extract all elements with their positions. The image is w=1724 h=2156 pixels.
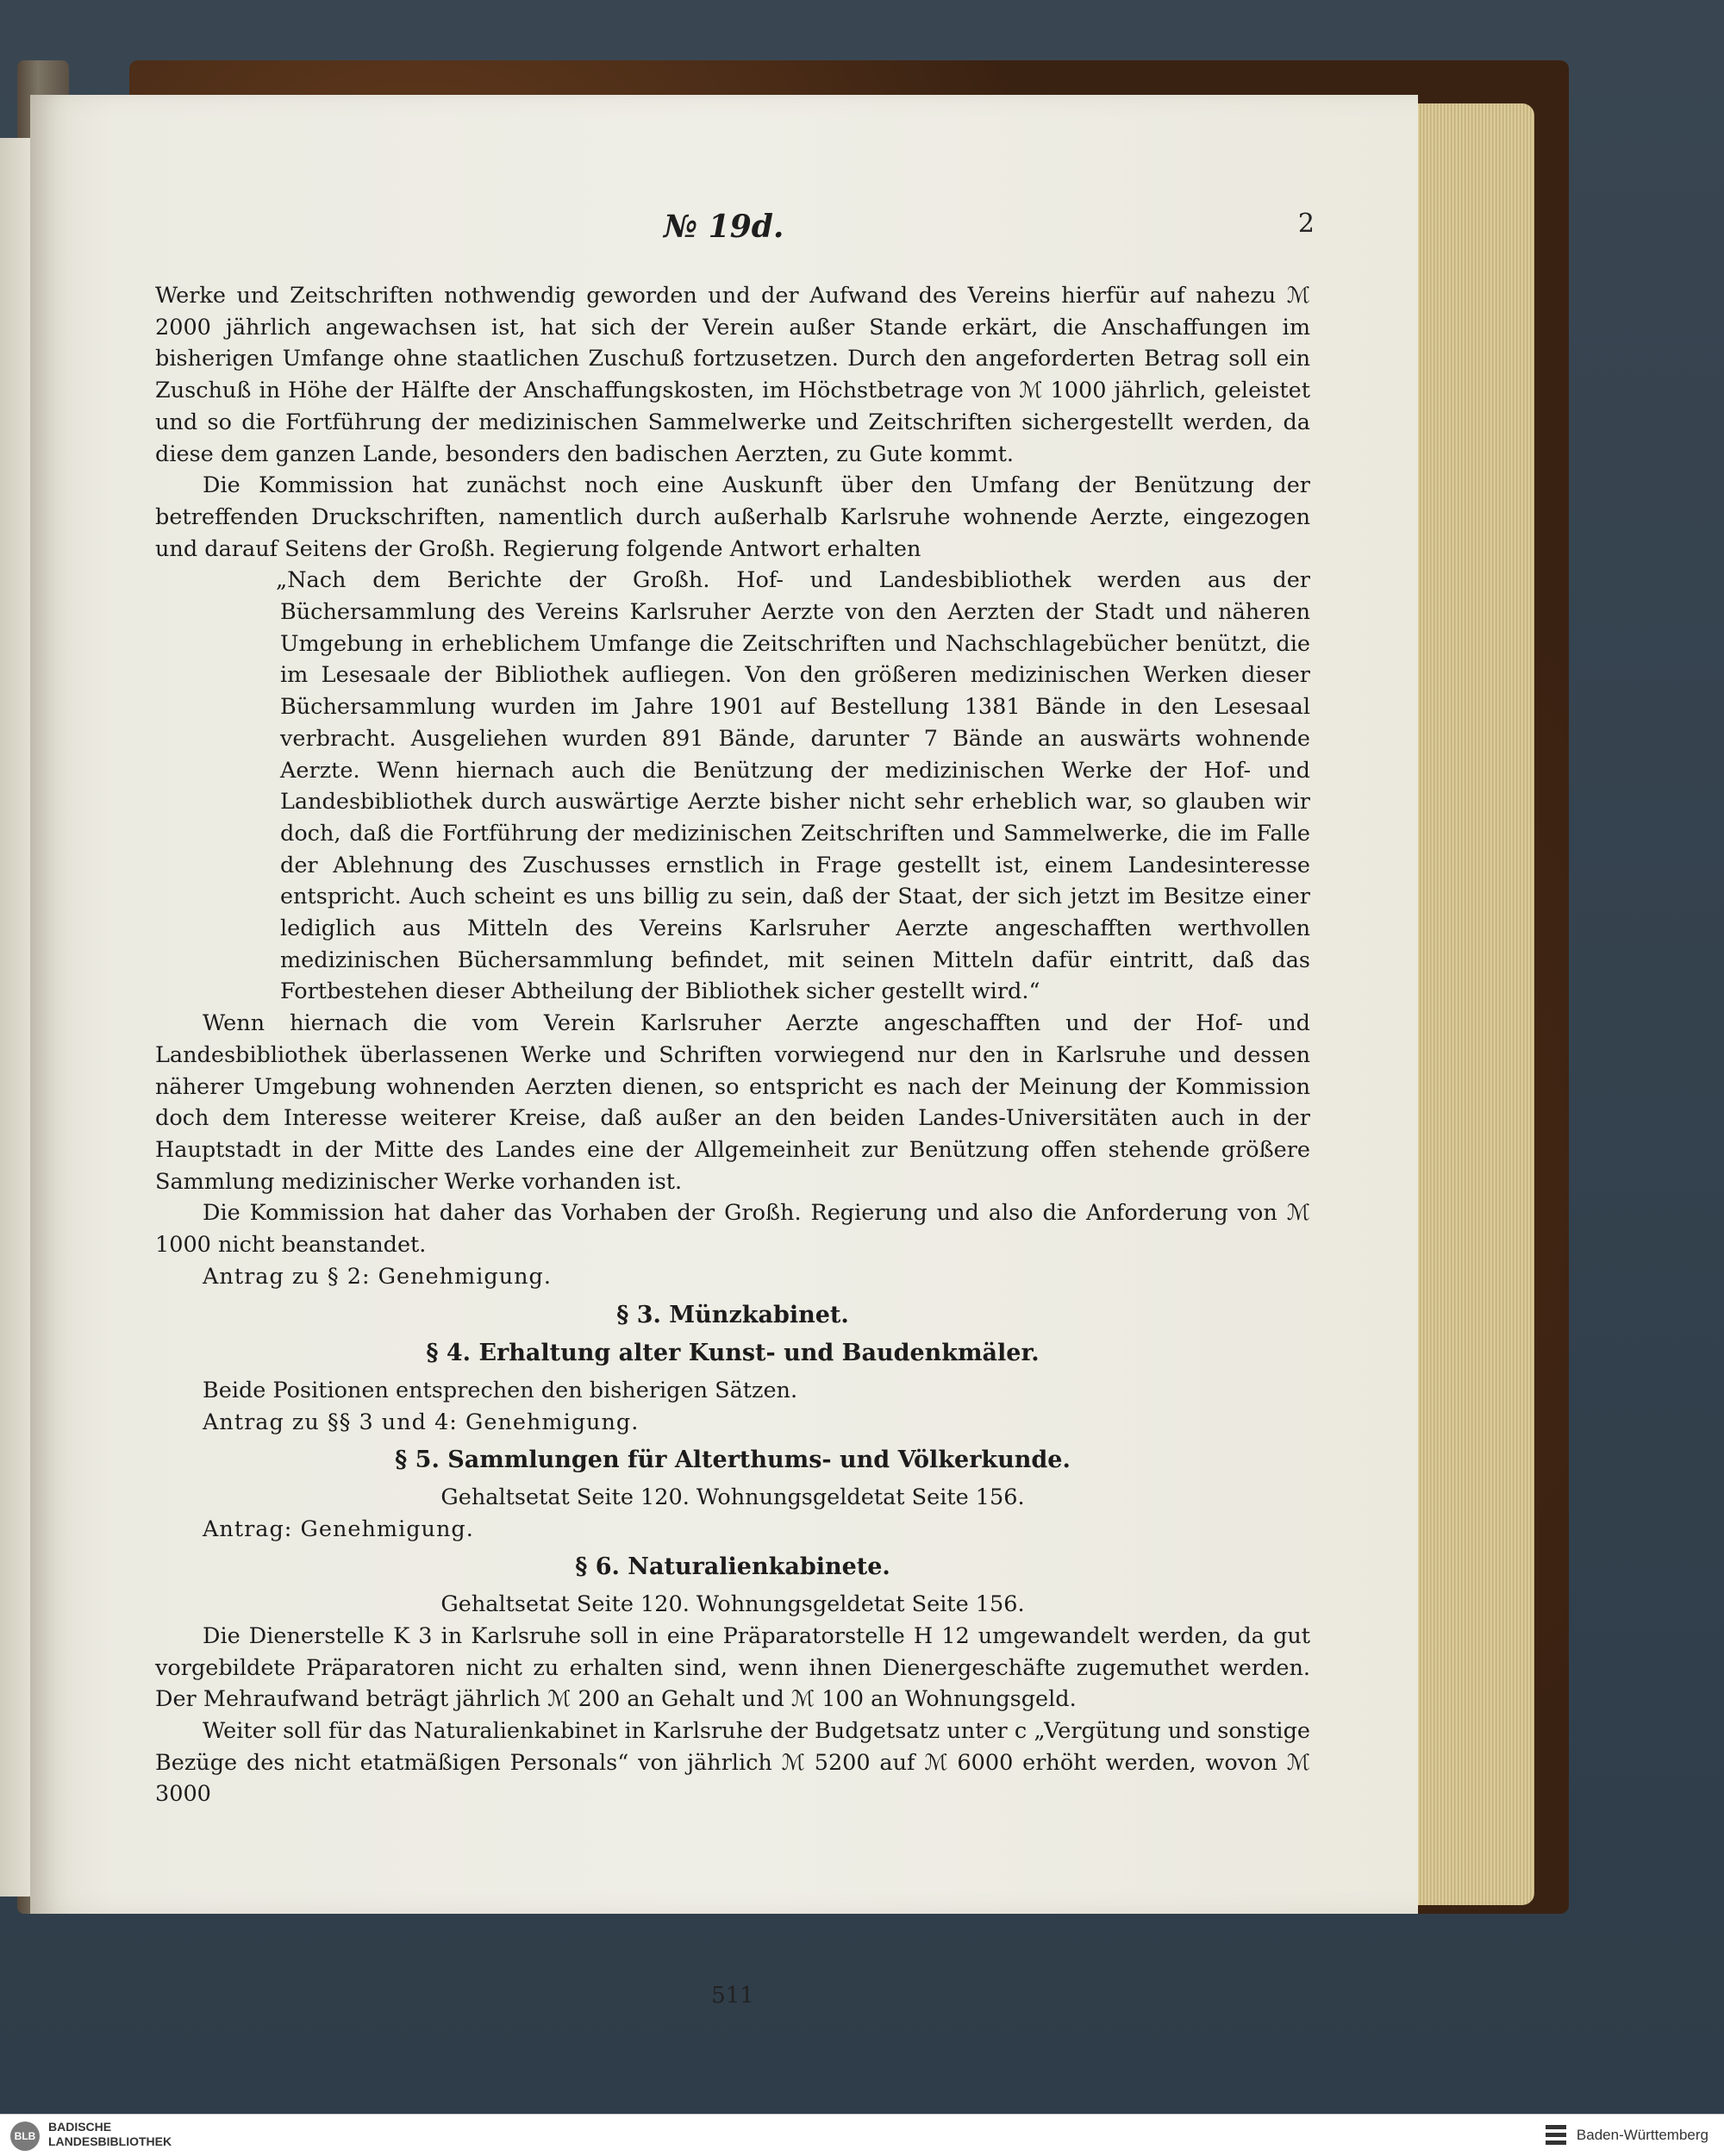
blb-logo-icon[interactable]: BLB	[10, 2122, 40, 2151]
coat-of-arms-icon	[1543, 2123, 1569, 2147]
document-number: № 19d.	[664, 209, 784, 245]
motion-line: Antrag zu § 2: Genehmigung.	[203, 1263, 552, 1290]
paragraph: Die Dienerstelle K 3 in Karlsruhe soll in eine Präparatorstelle H 12 umgewandelt werden, da gut vorgebildete Präparatoren nicht zu erhalten sind, wenn ihnen Dienergeschäfte zugemuthet werden. Der Mehraufwand beträgt jährlich ℳ 200 an Gehalt und ℳ 100 an Wohnungsgeld.	[155, 1622, 1310, 1713]
library-name-line2: LANDESBIBLIOTHEK	[48, 2134, 172, 2148]
left-page-sliver	[0, 138, 34, 1897]
budget-reference: Gehaltsetat Seite 120. Wohnungsgeldetat Seite 156.	[440, 1591, 1025, 1618]
body-text	[155, 280, 1310, 1810]
page-footer-number: 511	[711, 1983, 754, 2009]
paragraph: Beide Positionen entsprechen den bisherigen Sätzen.	[203, 1377, 798, 1403]
branding-bar	[0, 2114, 1724, 2156]
motion-line: Antrag: Genehmigung.	[203, 1515, 474, 1542]
section-heading: § 5. Sammlungen für Alterthums- und Völkerkunde.	[395, 1447, 1071, 1474]
state-label[interactable]: Baden-Württemberg	[1576, 2127, 1708, 2143]
book-page	[30, 95, 1418, 2009]
paragraph: Weiter soll für das Naturalienkabinet in Karlsruhe der Budgetsatz unter c „Vergütung und sonstige Bezüge des nicht etatmäßigen Personals“ von jährlich ℳ 5200 auf ℳ 6000 erhöht werden, wovon ℳ 3000	[155, 1717, 1310, 1808]
paragraph: Die Kommission hat daher das Vorhaben der Großh. Regierung und also die Anforderung von ℳ 1000 nicht beanstandet.	[155, 1200, 1310, 1259]
library-name[interactable]	[48, 2120, 172, 2149]
paragraph: Die Kommission hat zunächst noch eine Auskunft über den Umfang der Benützung der betreffenden Druckschriften, namentlich durch außerhalb Karlsruhe wohnende Aerzte, eingezogen und darauf Seitens der Großh. Regierung folgende Antwort erhalten	[155, 472, 1310, 562]
section-heading: § 4. Erhaltung alter Kunst- und Baudenkmäler.	[426, 1340, 1040, 1367]
header-page-number: 2	[1297, 209, 1315, 239]
paragraph: Wenn hiernach die vom Verein Karlsruher Aerzte angeschafften und der Hof- und Landesbibliothek überlassenen Werke und Schriften vorwiegend nur den in Karlsruhe und dessen näherer Umgebung wohnenden Aerzten dienen, so entspricht es nach der Meinung der Kommission doch dem Interesse weiterer Kreise, daß außer an den beiden Landes-Universitäten auch in der Hauptstadt in der Mitte des Landes eine der Allgemeinheit zur Benützung offen stehende größere Sammlung medizinischer Werke vorhanden ist.	[155, 1010, 1310, 1195]
budget-reference: Gehaltsetat Seite 120. Wohnungsgeldetat Seite 156.	[440, 1484, 1025, 1511]
quoted-answer: „Nach dem Berichte der Großh. Hof- und Landesbibliothek werden aus der Büchersammlung des Vereins Karlsruher Aerzte von den Aerzten der Stadt und näheren Umgebung in erheblichem Umfange die Zeitschriften und Nachschlagebücher benützt, die im Lesesaale der Bibliothek aufliegen. Von den größeren medizinischen Werken dieser Büchersammlung wurden im Jahre 1901 auf Bestellung 1381 Bände in den Lesesaal verbracht. Ausgeliehen wurden 891 Bände, darunter 7 Bände an auswärts wohnende Aerzte. Wenn hiernach auch die Benützung der medizinischen Werke der Hof- und Landesbibliothek durch auswärtige Aerzte bisher nicht sehr erheblich war, so glauben wir doch, daß die Fortführung der medizinischen Zeitschriften und Sammelwerke, die im Falle der Ablehnung des Zuschusses ernstlich in Frage gestellt ist, einem Landesinteresse entspricht. Auch scheint es uns billig zu sein, daß der Staat, der sich jetzt im Besitze einer lediglich aus Mitteln des Vereins Karlsruher Aerzte angeschafften werthvollen medizinischen Büchersammlung befindet, mit seinen Mitteln dafür eintritt, daß das Fortbestehen dieser Abtheilung der Bibliothek sicher gestellt wird.“	[276, 567, 1310, 1005]
section-heading: § 6. Naturalienkabinete.	[575, 1553, 890, 1581]
section-heading: § 3. Münzkabinet.	[616, 1301, 849, 1328]
paragraph: Werke und Zeitschriften nothwendig geworden und der Aufwand des Vereins hierfür auf nahezu ℳ 2000 jährlich angewachsen ist, hat sich der Verein außer Stande erkärt, die Anschaffungen im bisherigen Umfange ohne staatlichen Zuschuß fortzusetzen. Durch den angeforderten Betrag soll ein Zuschuß in Höhe der Hälfte der Anschaffungskosten, im Höchstbetrage von ℳ 1000 jährlich, geleistet und so die Fortführung der medizinischen Sammelwerke und Zeitschriften sichergestellt werden, da diese dem ganzen Lande, besonders den badischen Aerzten, zu Gute kommt.	[155, 283, 1310, 467]
library-name-line1: BADISCHE	[48, 2120, 112, 2134]
motion-line: Antrag zu §§ 3 und 4: Genehmigung.	[203, 1409, 640, 1435]
page-header	[155, 209, 1315, 252]
